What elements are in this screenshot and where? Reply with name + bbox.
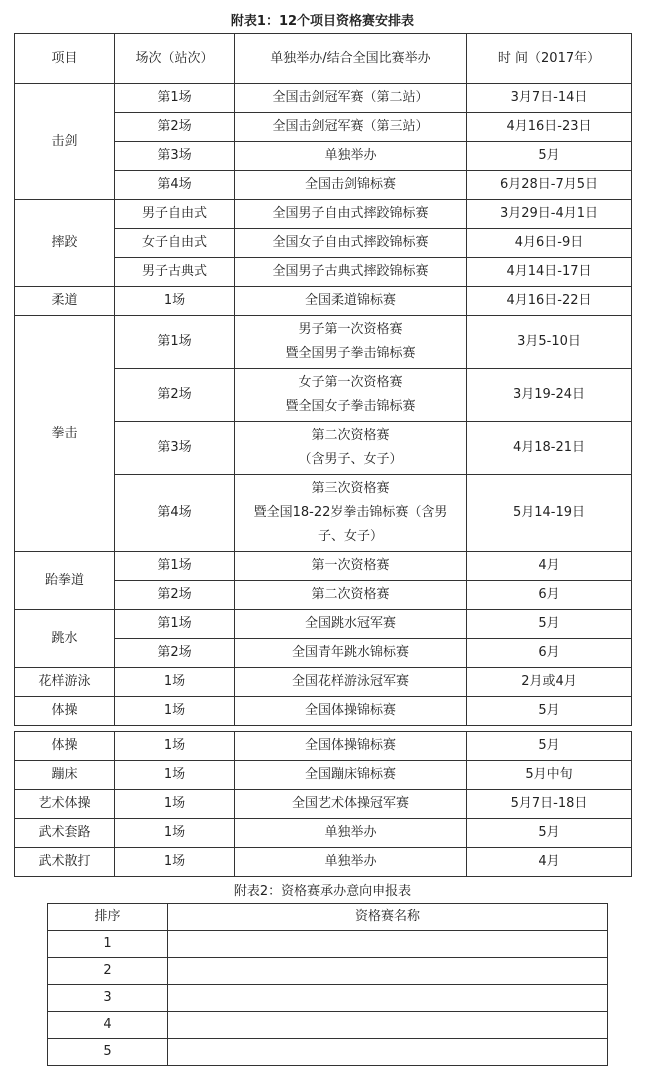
table-row: [15, 732, 632, 761]
table-row: [15, 761, 632, 790]
sport-cell: 艺术体操: [15, 790, 115, 819]
event-cell: [235, 552, 467, 581]
time-cell: 4月6日-9日: [467, 229, 632, 258]
event-cell: [235, 84, 467, 113]
event-cell: [235, 229, 467, 258]
event-cell: 全国体操锦标赛: [235, 732, 467, 761]
time-cell: 5月: [467, 732, 632, 761]
event-cell: [235, 113, 467, 142]
time-cell: 5月: [467, 142, 632, 171]
table-row: [15, 316, 632, 369]
session-cell: 1场: [115, 732, 235, 761]
event-cell: 全国艺术体操冠军赛: [235, 790, 467, 819]
session-cell: 男子自由式: [115, 200, 235, 229]
event-line: （含男子、女子）: [298, 452, 403, 467]
time-cell: 5月14-19日: [467, 475, 632, 552]
name-cell: [168, 1039, 608, 1066]
session-cell: 第4场: [115, 475, 235, 552]
table-row: [15, 287, 632, 316]
application-form-table: [47, 903, 608, 1066]
time-cell: 5月: [467, 697, 632, 726]
list-item: [48, 1039, 608, 1066]
session-cell: 第2场: [115, 369, 235, 422]
list-item: [48, 931, 608, 958]
table2-title: 附表2：资格赛承办意向申报表: [233, 884, 412, 899]
sport-cell: 击剑: [15, 84, 115, 200]
table-row: [15, 697, 632, 726]
event-line: 单独举办: [324, 148, 377, 163]
table-row: [15, 819, 632, 848]
event-line: 全国跳水冠军赛: [304, 616, 396, 631]
table1-title: 附表1：12个项目资格赛安排表: [230, 14, 415, 29]
table-row: [15, 668, 632, 697]
session-cell: 1场: [115, 697, 235, 726]
time-cell: 5月: [467, 610, 632, 639]
time-cell: 5月: [467, 819, 632, 848]
event-line: 全国花样游泳冠军赛: [291, 674, 409, 689]
time-cell: 4月18-21日: [467, 422, 632, 475]
time-cell: 4月14日-17日: [467, 258, 632, 287]
event-cell: [235, 258, 467, 287]
session-cell: 1场: [115, 790, 235, 819]
event-line: 全国男子自由式摔跤锦标赛: [272, 206, 429, 221]
session-cell: 第1场: [115, 610, 235, 639]
event-line: 暨全国18-22岁拳击锦标赛（含男: [253, 505, 448, 520]
session-cell: 第3场: [115, 422, 235, 475]
sport-cell: 蹦床: [15, 761, 115, 790]
event-line: 全国青年跳水锦标赛: [291, 645, 409, 660]
time-cell: 5月7日-18日: [467, 790, 632, 819]
session-cell: 第4场: [115, 171, 235, 200]
event-line: 全国女子自由式摔跤锦标赛: [272, 235, 429, 250]
event-cell: 全国蹦床锦标赛: [235, 761, 467, 790]
qualification-schedule-table: [14, 33, 632, 726]
event-cell: [235, 581, 467, 610]
event-cell: 单独举办: [235, 848, 467, 877]
session-cell: 第1场: [115, 552, 235, 581]
rank-cell: 3: [48, 985, 168, 1012]
event-line: 全国柔道锦标赛: [304, 293, 396, 308]
session-cell: 1场: [115, 848, 235, 877]
session-cell: 第2场: [115, 113, 235, 142]
sport-cell: 武术散打: [15, 848, 115, 877]
table-header-row: [48, 904, 608, 931]
time-cell: 4月: [467, 848, 632, 877]
event-line: 暨全国男子拳击锦标赛: [285, 346, 416, 361]
list-item: [48, 1012, 608, 1039]
table-row: [15, 552, 632, 581]
rank-cell: 2: [48, 958, 168, 985]
table-row: [15, 848, 632, 877]
session-cell: 1场: [115, 287, 235, 316]
sport-cell: 花样游泳: [15, 668, 115, 697]
time-cell: 6月28日-7月5日: [467, 171, 632, 200]
name-cell: [168, 1012, 608, 1039]
rank-cell: 5: [48, 1039, 168, 1066]
time-cell: 3月19-24日: [467, 369, 632, 422]
event-cell: [235, 369, 467, 422]
session-cell: 第1场: [115, 84, 235, 113]
rank-cell: 1: [48, 931, 168, 958]
table-header-row: [15, 34, 632, 84]
event-line: 第一次资格赛: [311, 558, 390, 573]
event-line: 全国击剑冠军赛（第二站）: [272, 90, 429, 105]
header-time: 时 间（2017年）: [467, 34, 632, 84]
time-cell: 2月或4月: [467, 668, 632, 697]
event-cell: [235, 200, 467, 229]
event-cell: [235, 316, 467, 369]
session-cell: 男子古典式: [115, 258, 235, 287]
table-row: [15, 84, 632, 113]
header-sport: 项目: [15, 34, 115, 84]
qualification-schedule-table-continued: [14, 731, 632, 877]
event-cell: [235, 287, 467, 316]
event-line: 男子第一次资格赛: [298, 322, 403, 337]
sport-cell: 体操: [15, 732, 115, 761]
session-cell: 女子自由式: [115, 229, 235, 258]
header-rank: 排序: [48, 904, 168, 931]
sport-cell: 跳水: [15, 610, 115, 668]
event-cell: [235, 475, 467, 552]
list-item: [48, 985, 608, 1012]
session-cell: 第3场: [115, 142, 235, 171]
header-session: 场次（站次）: [115, 34, 235, 84]
sport-cell: 跆拳道: [15, 552, 115, 610]
event-line: 第二次资格赛: [311, 428, 390, 443]
sport-cell: 体操: [15, 697, 115, 726]
schedule-body: [15, 84, 632, 726]
schedule-body-continued: [15, 732, 632, 877]
event-cell: [235, 142, 467, 171]
event-line: 全国体操锦标赛: [304, 703, 396, 718]
event-line: 全国男子古典式摔跤锦标赛: [272, 264, 429, 279]
event-cell: 单独举办: [235, 819, 467, 848]
time-cell: 6月: [467, 581, 632, 610]
session-cell: 1场: [115, 819, 235, 848]
time-cell: 5月中旬: [467, 761, 632, 790]
table-row: [15, 790, 632, 819]
application-body: [48, 931, 608, 1066]
name-cell: [168, 931, 608, 958]
event-line: 第二次资格赛: [311, 587, 390, 602]
time-cell: 4月16日-22日: [467, 287, 632, 316]
event-cell: [235, 697, 467, 726]
table-row: [15, 610, 632, 639]
time-cell: 4月16日-23日: [467, 113, 632, 142]
event-line: 子、女子）: [317, 529, 383, 544]
event-line: 第三次资格赛: [311, 481, 390, 496]
event-cell: [235, 639, 467, 668]
session-cell: 1场: [115, 761, 235, 790]
sport-cell: 拳击: [15, 316, 115, 552]
time-cell: 3月5-10日: [467, 316, 632, 369]
event-line: 女子第一次资格赛: [298, 375, 403, 390]
session-cell: 1场: [115, 668, 235, 697]
header-event: 单独举办/结合全国比赛举办: [235, 34, 467, 84]
session-cell: 第2场: [115, 581, 235, 610]
event-line: 全国击剑冠军赛（第三站）: [272, 119, 429, 134]
event-cell: [235, 668, 467, 697]
event-line: 全国击剑锦标赛: [304, 177, 396, 192]
event-cell: [235, 422, 467, 475]
time-cell: 3月7日-14日: [467, 84, 632, 113]
time-cell: 4月: [467, 552, 632, 581]
header-name: 资格赛名称: [168, 904, 608, 931]
session-cell: 第1场: [115, 316, 235, 369]
session-cell: 第2场: [115, 639, 235, 668]
time-cell: 3月29日-4月1日: [467, 200, 632, 229]
name-cell: [168, 958, 608, 985]
event-cell: [235, 171, 467, 200]
name-cell: [168, 985, 608, 1012]
rank-cell: 4: [48, 1012, 168, 1039]
event-cell: [235, 610, 467, 639]
sport-cell: 武术套路: [15, 819, 115, 848]
list-item: [48, 958, 608, 985]
time-cell: 6月: [467, 639, 632, 668]
sport-cell: 摔跤: [15, 200, 115, 287]
table-row: [15, 200, 632, 229]
sport-cell: 柔道: [15, 287, 115, 316]
event-line: 暨全国女子拳击锦标赛: [285, 399, 416, 414]
